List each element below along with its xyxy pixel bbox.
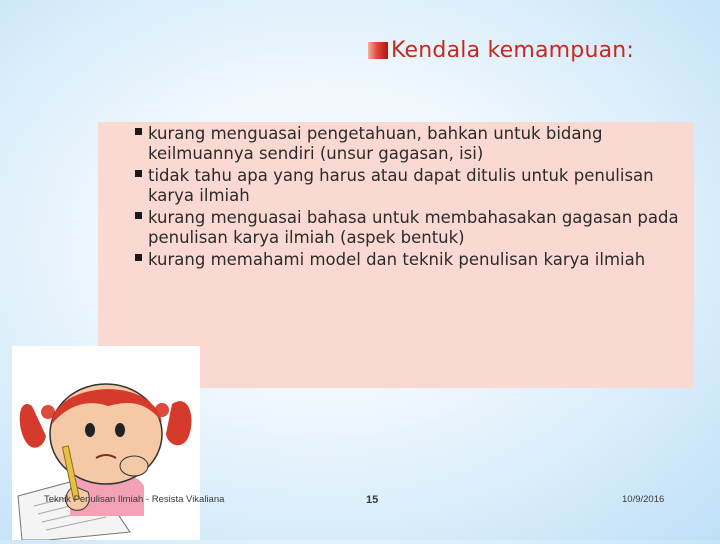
square-bullet-icon [135, 170, 142, 177]
bullet-text: kurang memahami model dan teknik penulisan karya ilmiah [148, 250, 646, 269]
square-bullet-icon [135, 128, 142, 135]
footer-date: 10/9/2016 [622, 494, 665, 505]
girl-thinking-writing-icon [12, 346, 200, 540]
slide-title: Kendala kemampuan: [391, 38, 635, 63]
slide-title-group [368, 38, 634, 63]
girl-thinking-illustration [12, 346, 200, 540]
square-bullet-icon [135, 254, 142, 261]
bullet-item [132, 208, 692, 248]
bullet-item [132, 166, 692, 206]
bullet-list [132, 124, 692, 272]
square-bullet-icon [135, 212, 142, 219]
bullet-text: tidak tahu apa yang harus atau dapat ditulis untuk penulisan karya ilmiah [148, 166, 654, 205]
bullet-item [132, 250, 692, 270]
bullet-text: kurang menguasai pengetahuan, bahkan untuk bidang keilmuannya sendiri (unsur gagasan, isi) [148, 124, 603, 163]
footer-page-number: 15 [366, 494, 379, 506]
bullet-text: kurang menguasai bahasa untuk membahasakan gagasan pada penulisan karya ilmiah (aspek bentuk) [148, 208, 679, 247]
title-marker-icon [368, 42, 388, 59]
bullet-item [132, 124, 692, 164]
footer-course-author: Teknik Penulisan Ilmiah - Resista Vikaliana [44, 494, 225, 505]
